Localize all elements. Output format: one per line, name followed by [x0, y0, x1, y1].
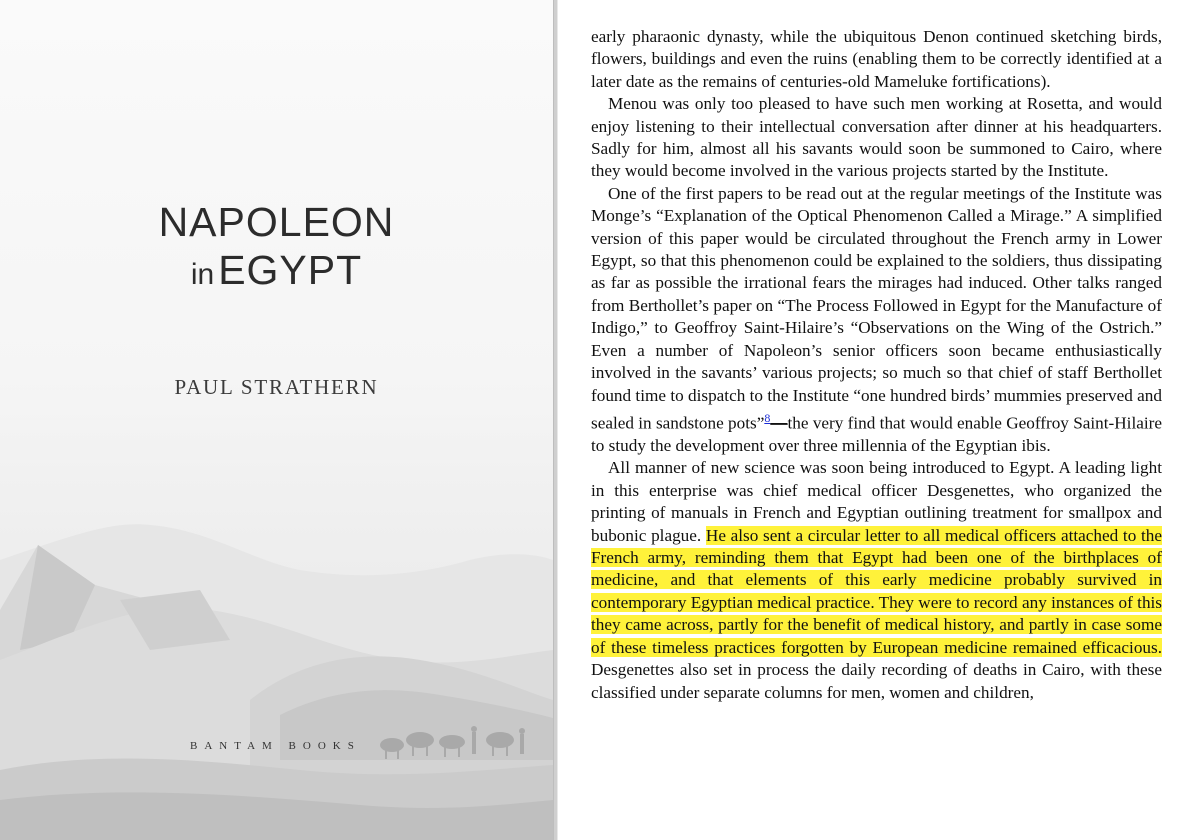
paragraph-4-text: All manner of new science was soon being introduced to Egypt. A leading light in this enterprise was chief medical officer Desgenettes, who organized the printing of manuals in French and Egyptian outlining treatment for smallpox and bubonic plague.	[591, 458, 1162, 545]
paragraph-4-continued: Desgenettes also set in process the daily recording of deaths in Cairo, with these classified under separate columns for men, women and children,	[591, 660, 1162, 702]
cover-publisher: BANTAM BOOKS	[190, 740, 361, 752]
text-column	[591, 26, 1162, 704]
cover-title	[0, 200, 553, 297]
paragraph-3-continued: the very find that would enable Geoffroy Saint-Hilaire to study the development over three millennia of the Egyptian ibis.	[591, 413, 1162, 456]
title-line-1: NAPOLEON	[158, 199, 395, 245]
paragraph-4	[591, 457, 1162, 703]
paragraph-2: Menou was only too pleased to have such men working at Rosetta, and would enjoy listening to their intellectual conversation after dinner at his headquarters. Sadly for him, almost all his savants would soon be summoned to Cairo, where they would become involved in the various projects started by the Institute.	[591, 94, 1162, 181]
highlighted-passage[interactable]: He also sent a circular letter to all medical officers attached to the French army, reminding them that Egypt had been one of the birthplaces of medicine, and that elements of this early medicine probably survived in contemporary Egyptian medical practice. They were to record any instances of this they came across, partly for the benefit of medical history, and partly in case some of these timeless practices forgotten by European medicine remained efficacious.	[591, 525, 1162, 657]
footnote-link[interactable]: 8	[764, 410, 771, 425]
paragraph-3-text: One of the first papers to be read out at the regular meetings of the Institute was Monge’s “Explanation of the Optical Phenomenon Called a Mirage.” A simplified version of this paper would be circulated throughout the French army in Lower Egypt, so that this phenomenon could be explained to the soldiers, thus dissipating as far as possible the irrational fears the mirages had induced. Other talks ranged from Berthollet’s paper on “The Process Followed in Egypt for the Manufacture of Indigo,” to Geoffroy Saint-Hilaire’s “Observations on the Wing of the Ostrich.” Even a number of Napoleon’s senior officers soon became enthusiastically involved in the savants’ various projects; so much so that chief of staff Berthollet found time to dispatch to the Institute “one hundred birds’ mummies preserved and sealed in sandstone pots”	[591, 183, 1162, 433]
landscape-illustration	[0, 0, 553, 840]
text-page	[558, 0, 1200, 840]
em-dash: —	[770, 413, 788, 433]
cover-author: PAUL STRATHERN	[174, 375, 379, 399]
title-egypt: EGYPT	[218, 247, 363, 293]
book-cover-page	[0, 0, 553, 840]
paragraph-3	[591, 183, 1162, 458]
title-line-2	[0, 248, 553, 297]
title-in: in	[190, 258, 215, 291]
paragraph-1: early pharaonic dynasty, while the ubiquitous Denon continued sketching birds, flowers, buildings and even the ruins (enabling them to be correctly identified at a later date as the remains of centuries-old Mameluke fortifications).	[591, 27, 1162, 91]
